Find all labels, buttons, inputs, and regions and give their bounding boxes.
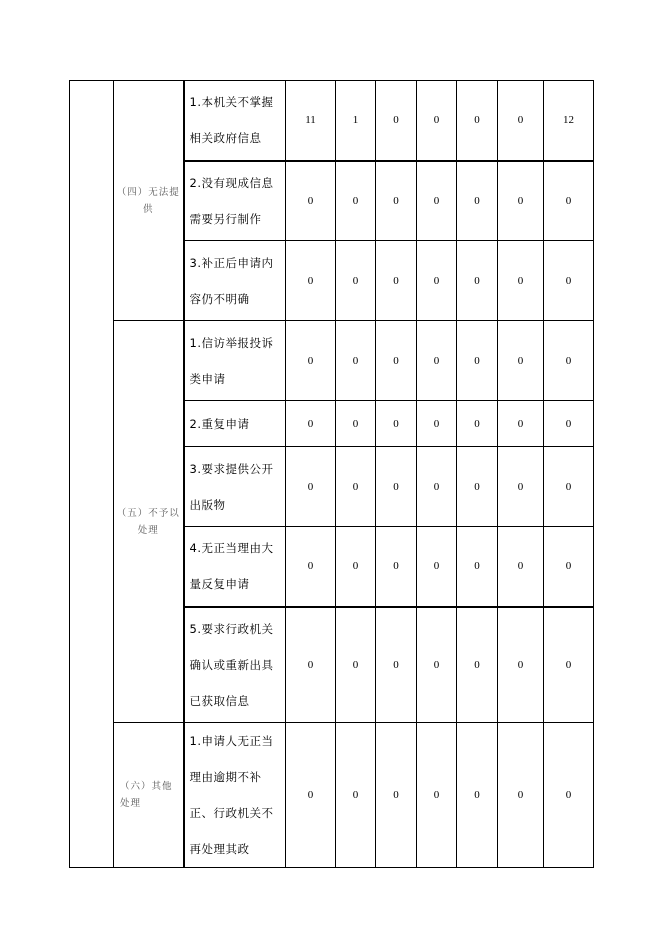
value-cell: 0 [417, 81, 457, 161]
value-cell: 0 [376, 447, 417, 527]
value-cell: 0 [498, 401, 544, 447]
value-cell: 0 [376, 241, 417, 321]
value-cell: 0 [544, 607, 594, 723]
value-cell: 0 [376, 607, 417, 723]
value-cell: 0 [376, 81, 417, 161]
value-cell: 0 [417, 607, 457, 723]
value-cell: 0 [498, 723, 544, 868]
value-cell: 0 [417, 401, 457, 447]
value-cell: 0 [336, 321, 376, 401]
statistics-table [69, 80, 594, 868]
value-cell: 0 [286, 447, 336, 527]
value-cell: 0 [417, 447, 457, 527]
value-cell: 0 [336, 607, 376, 723]
value-cell: 0 [457, 321, 498, 401]
value-cell: 0 [544, 447, 594, 527]
value-cell: 0 [498, 241, 544, 321]
value-cell: 0 [498, 161, 544, 241]
value-cell: 0 [336, 161, 376, 241]
item-label: 1.本机关不掌握相关政府信息 [184, 81, 286, 161]
item-label: 3.补正后申请内容仍不明确 [184, 241, 286, 321]
item-label: 3.要求提供公开出版物 [184, 447, 286, 527]
value-cell: 0 [376, 161, 417, 241]
item-label: 5.要求行政机关确认或重新出具已获取信息 [184, 607, 286, 723]
group-label: （四）无法提供 [114, 81, 184, 321]
value-cell: 0 [457, 447, 498, 527]
value-cell: 0 [544, 723, 594, 868]
value-cell: 0 [286, 161, 336, 241]
value-cell: 0 [376, 527, 417, 607]
value-cell: 0 [286, 401, 336, 447]
table-row [70, 81, 594, 161]
value-cell: 0 [286, 527, 336, 607]
item-label: 2.重复申请 [184, 401, 286, 447]
value-cell: 0 [417, 161, 457, 241]
value-cell: 0 [336, 723, 376, 868]
value-cell: 0 [457, 527, 498, 607]
value-cell: 0 [498, 607, 544, 723]
table-row [70, 723, 594, 868]
value-cell: 0 [544, 161, 594, 241]
value-cell: 0 [376, 723, 417, 868]
value-cell: 0 [417, 321, 457, 401]
item-label: 4.无正当理由大量反复申请 [184, 527, 286, 607]
value-cell: 0 [336, 401, 376, 447]
value-cell: 11 [286, 81, 336, 161]
value-cell: 0 [417, 527, 457, 607]
value-cell: 0 [376, 401, 417, 447]
value-cell: 0 [457, 401, 498, 447]
value-cell: 0 [498, 447, 544, 527]
group-label: （五）不予以处理 [114, 321, 184, 723]
value-cell: 0 [498, 81, 544, 161]
table-row [70, 321, 594, 401]
value-cell: 0 [336, 447, 376, 527]
value-cell: 0 [544, 401, 594, 447]
value-cell: 0 [544, 527, 594, 607]
value-cell: 0 [286, 723, 336, 868]
value-cell: 0 [286, 607, 336, 723]
value-cell: 0 [498, 321, 544, 401]
value-cell: 0 [376, 321, 417, 401]
value-cell: 0 [457, 607, 498, 723]
value-cell: 0 [498, 527, 544, 607]
value-cell: 0 [457, 161, 498, 241]
value-cell: 0 [336, 527, 376, 607]
value-cell: 0 [457, 723, 498, 868]
value-cell: 0 [417, 723, 457, 868]
value-cell: 0 [286, 241, 336, 321]
value-cell: 12 [544, 81, 594, 161]
item-label: 2.没有现成信息需要另行制作 [184, 161, 286, 241]
value-cell: 0 [286, 321, 336, 401]
value-cell: 0 [417, 241, 457, 321]
value-cell: 0 [336, 241, 376, 321]
blank-category-column [70, 81, 114, 868]
value-cell: 0 [544, 241, 594, 321]
item-label: 1.申请人无正当理由逾期不补正、行政机关不再处理其政 [184, 723, 286, 868]
value-cell: 0 [544, 321, 594, 401]
group-label: （六）其他处理 [114, 723, 184, 868]
value-cell: 0 [457, 241, 498, 321]
value-cell: 1 [336, 81, 376, 161]
item-label: 1.信访举报投诉类申请 [184, 321, 286, 401]
value-cell: 0 [457, 81, 498, 161]
